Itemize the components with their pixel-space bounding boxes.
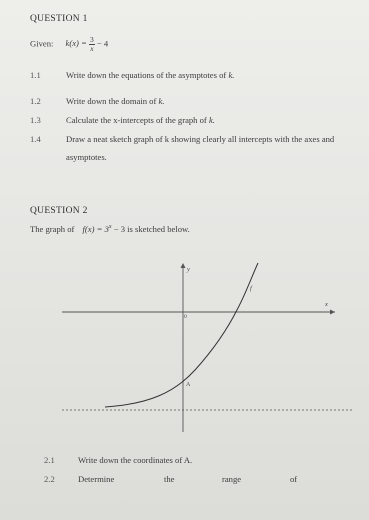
x-axis-arrow — [330, 310, 335, 315]
curve-label: f — [250, 285, 252, 292]
question-2-2-word: range — [222, 474, 242, 484]
y-axis-label: y — [187, 266, 190, 273]
y-axis-arrow — [181, 263, 186, 268]
item-text: Write down the equations of the asymptotes of — [66, 70, 227, 80]
question-2-1: Write down the coordinates of A. — [78, 455, 193, 465]
question-1-4-cont: asymptotes. — [66, 152, 107, 162]
question-2-2: Determine — [78, 474, 115, 484]
item-var: k. — [158, 96, 165, 106]
item-number: 1.2 — [30, 96, 41, 106]
given-tail: − 4 — [96, 38, 109, 49]
item-number: 2.1 — [44, 455, 55, 465]
curve-f — [105, 263, 258, 407]
question-1-heading: QUESTION 1 — [30, 14, 88, 24]
point-a-label: A — [186, 382, 191, 388]
given-label: Given: — [30, 38, 54, 49]
x-axis-label: x — [325, 301, 328, 308]
question-2-2-word: of — [290, 474, 298, 484]
item-var: k. — [208, 115, 215, 125]
question-2-heading: QUESTION 2 — [30, 206, 88, 216]
item-text: Calculate the x-intercepts of the graph of — [66, 115, 207, 125]
intro-tail: − 3 is sketched below. — [111, 224, 190, 234]
intro-pre: The graph of — [30, 224, 75, 234]
item-number: 1.3 — [30, 115, 41, 125]
origin-label: 0 — [184, 314, 187, 320]
question-2-2-word: the — [164, 474, 175, 484]
intro-exp: x — [108, 224, 112, 231]
item-number: 1.4 — [30, 134, 41, 144]
item-number: 2.2 — [44, 474, 55, 484]
given-lhs: k(x) = — [65, 38, 87, 49]
intro-func: f(x) = 3 — [82, 224, 109, 234]
fraction-numerator: 3 — [90, 35, 94, 44]
item-number: 1.1 — [30, 70, 41, 80]
question-1-4: Draw a neat sketch graph of k showing clearly all intercepts with the axes and — [66, 134, 335, 144]
item-text: Write down the domain of — [66, 96, 157, 106]
fraction-denominator: x — [90, 44, 94, 53]
item-var: k. — [228, 70, 235, 80]
